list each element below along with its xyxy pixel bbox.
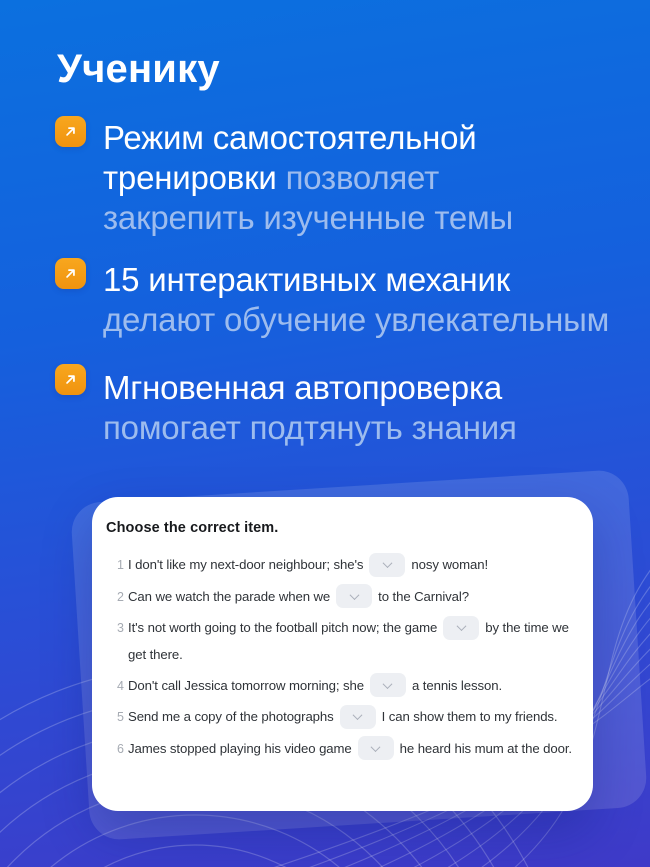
item-number: 6 bbox=[117, 741, 124, 756]
exercise-title: Choose the correct item. bbox=[106, 520, 279, 536]
arrow-up-right-icon bbox=[55, 258, 86, 289]
item-text bbox=[128, 584, 575, 611]
exercise-item bbox=[106, 673, 575, 700]
exercise-card bbox=[92, 497, 593, 811]
feature-autocheck bbox=[103, 368, 618, 448]
item-number: 3 bbox=[117, 621, 124, 636]
feature-lead: 15 интерактивных механик bbox=[103, 261, 510, 298]
feature-lead: Мгновенная автопроверка bbox=[103, 369, 503, 406]
chevron-down-icon bbox=[353, 710, 363, 720]
arrow-up-right-icon bbox=[55, 364, 86, 395]
item-text bbox=[128, 552, 575, 579]
chevron-down-icon bbox=[456, 621, 466, 631]
item-text-after: he heard his mum at the door. bbox=[399, 740, 572, 756]
answer-dropdown[interactable] bbox=[340, 705, 376, 729]
exercise-item bbox=[106, 584, 575, 611]
chevron-down-icon bbox=[382, 558, 392, 568]
exercise-item bbox=[106, 736, 575, 763]
item-text-before: James stopped playing his video game bbox=[128, 740, 352, 756]
item-number: 5 bbox=[117, 710, 124, 725]
feature-lead: тренировки bbox=[103, 159, 277, 196]
chevron-down-icon bbox=[383, 679, 393, 689]
exercise-item bbox=[106, 552, 575, 579]
exercise-item bbox=[106, 704, 575, 731]
answer-dropdown[interactable] bbox=[336, 584, 372, 608]
item-text bbox=[128, 704, 575, 731]
feature-lead: Режим самостоятельной bbox=[103, 119, 477, 156]
item-text-before: Don't call Jessica tomorrow morning; she bbox=[128, 677, 364, 693]
item-text-before: Send me a copy of the photographs bbox=[128, 709, 334, 725]
item-text-after: nosy woman! bbox=[411, 557, 489, 572]
feature-mechanics bbox=[103, 260, 618, 340]
answer-dropdown[interactable] bbox=[358, 736, 394, 760]
item-text bbox=[128, 673, 575, 700]
arrow-up-right-icon bbox=[55, 116, 86, 147]
feature-description: помогает подтянуть знания bbox=[103, 409, 517, 446]
item-text-after: I can show them to my friends. bbox=[381, 709, 558, 725]
item-number: 1 bbox=[117, 558, 124, 572]
answer-dropdown[interactable] bbox=[443, 616, 479, 640]
item-text bbox=[128, 736, 575, 763]
item-text-before: Can we watch the parade when we bbox=[128, 588, 331, 604]
item-text-after: to the Carnival? bbox=[378, 588, 469, 604]
exercise-item bbox=[106, 615, 575, 668]
chevron-down-icon bbox=[349, 590, 359, 600]
exercise-list bbox=[106, 552, 575, 762]
feature-self-training bbox=[103, 118, 618, 238]
page-title: Ученику bbox=[57, 47, 220, 91]
item-text-after: a tennis lesson. bbox=[411, 677, 503, 693]
chevron-down-icon bbox=[371, 742, 381, 752]
item-text-after: by the time we get there. bbox=[128, 620, 569, 662]
item-text bbox=[128, 615, 575, 668]
feature-description: делают обучение увлекательным bbox=[103, 301, 610, 338]
item-number: 4 bbox=[117, 678, 124, 693]
answer-dropdown[interactable] bbox=[369, 553, 405, 577]
feature-description: позволяет bbox=[285, 159, 440, 196]
item-text-before: It's not worth going to the football pitch now; the game bbox=[128, 620, 438, 636]
item-text-before: I don't like my next-door neighbour; she's bbox=[128, 557, 364, 572]
item-number: 2 bbox=[117, 589, 124, 604]
feature-description: закрепить изученные темы bbox=[103, 199, 514, 236]
answer-dropdown[interactable] bbox=[370, 673, 406, 697]
